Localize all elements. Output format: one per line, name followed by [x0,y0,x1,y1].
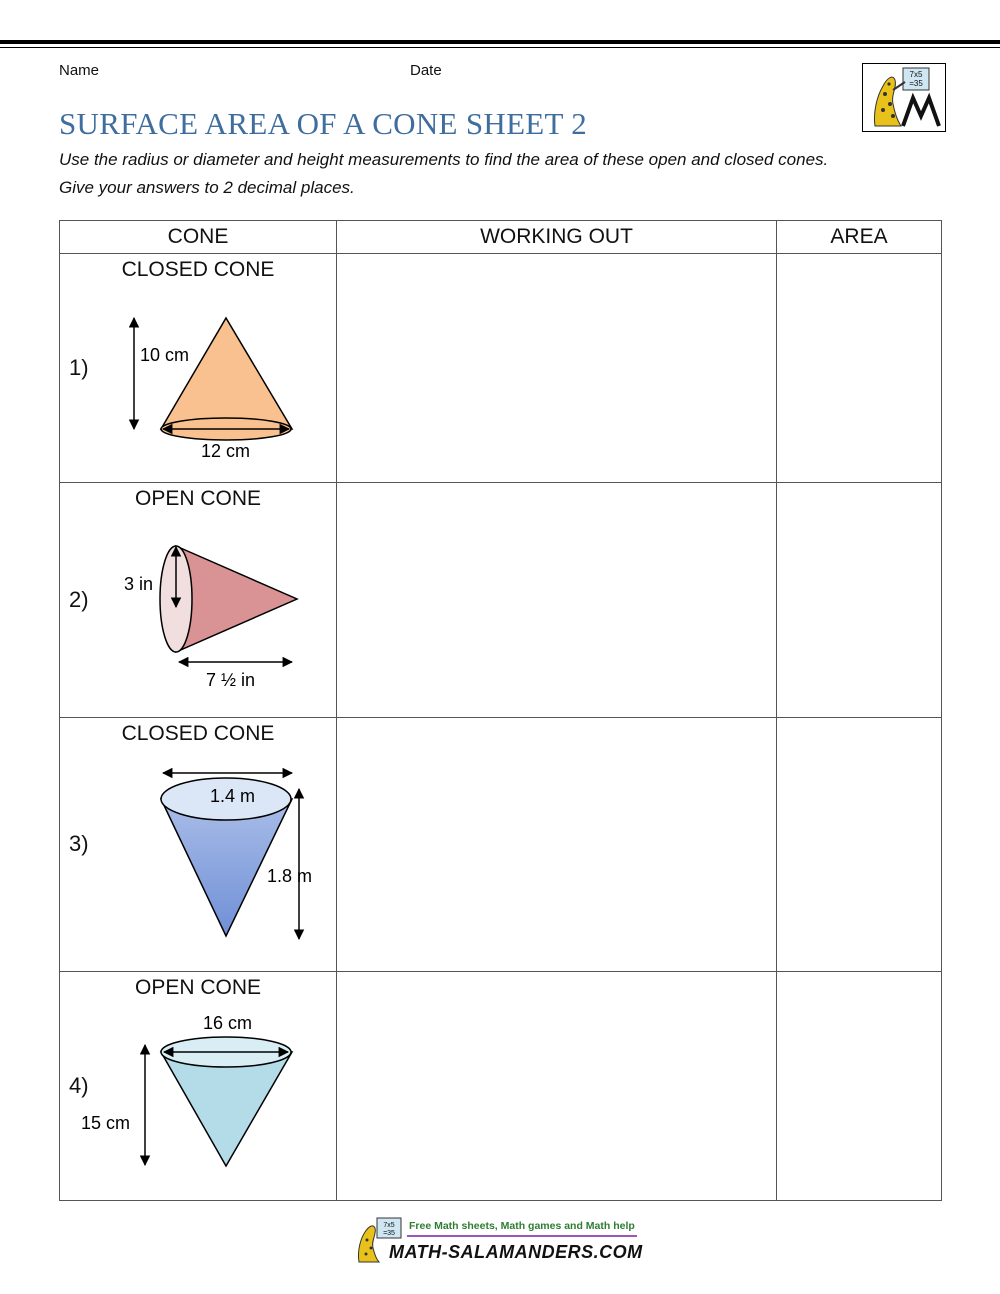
open-cone-diagram-2 [60,483,336,717]
cone-body-4 [161,1052,292,1166]
footer-tagline: Free Math sheets, Math games and Math help [409,1220,635,1232]
closed-cone-diagram-1 [60,254,336,482]
diameter-label-1: 12 cm [201,441,251,461]
table-row [60,718,942,972]
diameter-label-4: 16 cm [203,1013,253,1033]
question-number-3: 3) [69,831,89,856]
footer-board-line-1: 7x5 [383,1222,395,1229]
instruction-line-2: Give your answers to 2 decimal places. [59,178,355,197]
diameter-label-3: 1.4 m [210,786,256,806]
header-area: AREA [777,221,942,254]
table-row [60,972,942,1201]
working-out-cell-3[interactable] [337,718,777,972]
logo-board-line-1: 7x5 [909,70,923,79]
height-label-4: 15 cm [81,1113,131,1133]
area-cell-3[interactable] [777,718,942,972]
cone-cell-1 [60,254,337,483]
header-working-out: WORKING OUT [337,221,777,254]
top-rule-thick [0,40,1000,44]
closed-cone-diagram-3 [60,718,336,971]
salamander-teacher-icon [863,64,945,131]
working-out-cell-1[interactable] [337,254,777,483]
footer-logo[interactable] [355,1216,645,1266]
footer-site-name: MATH-SALAMANDERS.COM [389,1242,643,1262]
cone-body-2 [176,546,297,652]
cone-cell-4 [60,972,337,1201]
table-row [60,254,942,483]
area-cell-1[interactable] [777,254,942,483]
radius-label-2: 3 in [124,574,154,594]
instruction-line-1: Use the radius or diameter and height measurements to find the area of these open and closed cones. [59,150,829,169]
cone-cell-2 [60,483,337,718]
height-label-1: 10 cm [140,345,190,365]
cone-type-3: CLOSED CONE [121,722,275,745]
table-row [60,483,942,718]
question-number-2: 2) [69,587,89,612]
question-number-1: 1) [69,355,89,380]
area-cell-4[interactable] [777,972,942,1201]
header-cone: CONE [60,221,337,254]
footer-board-line-2: =35 [383,1230,395,1237]
cone-cell-3 [60,718,337,972]
height-label-3: 1.8 m [267,866,313,886]
length-label-2: 7 ½ in [206,670,256,690]
worksheet-table [59,220,942,1201]
cone-type-2: OPEN CONE [134,487,262,510]
salamander-icon [358,1226,379,1262]
question-number-4: 4) [69,1073,89,1098]
date-label: Date [410,62,442,79]
cone-body-1 [161,318,292,429]
working-out-cell-4[interactable] [337,972,777,1201]
cone-type-1: CLOSED CONE [121,258,275,281]
area-cell-2[interactable] [777,483,942,718]
page-title: SURFACE AREA OF A CONE SHEET 2 [59,106,588,141]
working-out-cell-2[interactable] [337,483,777,718]
logo [862,63,946,132]
cone-type-4: OPEN CONE [134,976,262,999]
top-rule-thin [0,47,1000,48]
open-cone-diagram-4 [60,972,336,1200]
footer-logo-graphic [355,1216,645,1266]
logo-board-line-2: =35 [909,79,923,88]
table-header-row [60,221,942,254]
name-label: Name [59,62,100,79]
